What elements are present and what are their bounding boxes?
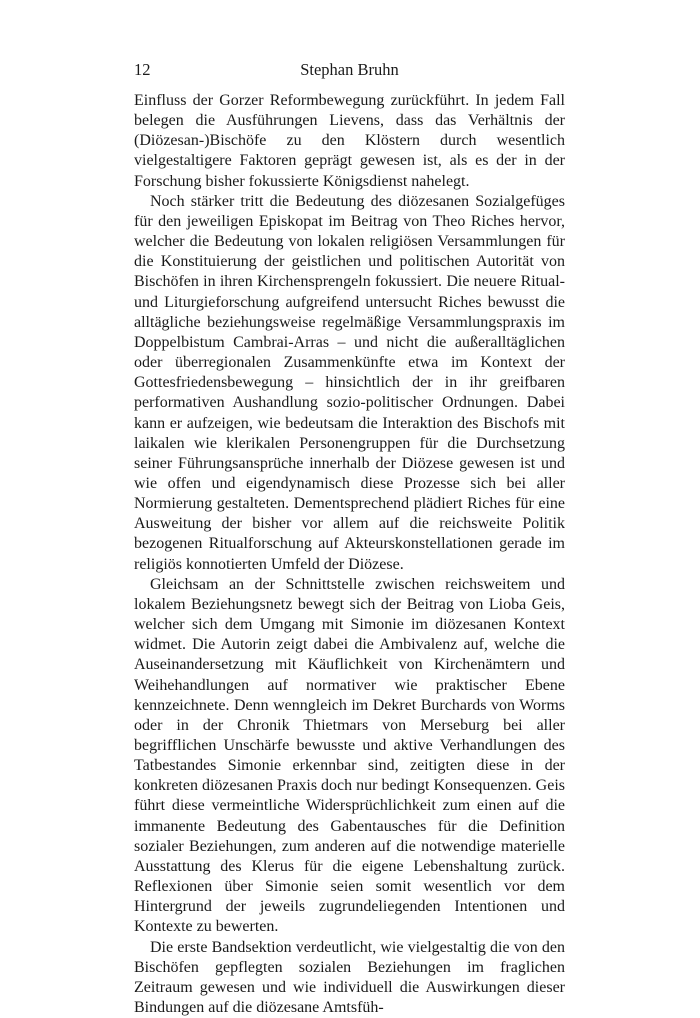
paragraph-continued: Einfluss der Gorzer Reformbewegung zurückführt. In jedem Fall belegen die Ausführungen Lievens, dass das Verhältnis der (Diözesan-)Bischöfe zu den Klöstern durch wesentlich vielgestaltigere Faktoren geprägt gewesen ist, als es der in der Forschung bisher fokussierte Königsdienst nahelegt.	[134, 92, 565, 190]
running-head	[134, 60, 565, 82]
paragraph-section-summary: Die erste Bandsektion verdeutlicht, wie vielgestaltig die von den Bischöfen gepflegten sozialen Beziehungen im fraglichen Zeitraum gewesen und wie individuell die Auswirkungen dieser Bindungen auf die diözesane Amtsfüh-	[134, 938, 565, 1017]
running-title: Stephan Bruhn	[300, 60, 399, 79]
page-number: 12	[134, 60, 151, 79]
paragraph-geis: Gleichsam an der Schnittstelle zwischen reichsweitem und lokalem Beziehungsnetz bewegt sich der Beitrag von Lioba Geis, welcher sich dem Umgang mit Simonie im diözesanen Kontext widmet. Die Autorin zeigt dabei die Ambivalenz auf, welche die Auseinandersetzung mit Käuflichkeit von Kirchenämtern und Weihehandlungen auf normativer wie praktischer Ebene kennzeichnete. Denn wenngleich im Dekret Burchards von Worms oder in der Chronik Thietmars von Merseburg bei aller begrifflichen Unschärfe bewusste und aktive Verhandlungen des Tatbestandes Simonie erkennbar sind, zeitigten diese in der konkreten diözesanen Praxis doch nur bedingt Konsequenzen. Geis führt diese vermeintliche Widersprüchlichkeit zum einen auf die immanente Bedeutung des Gabentausches für die Definition sozialer Beziehungen, zum anderen auf die notwendige materielle Ausstattung des Klerus für die eigene Lebenshaltung zurück. Reflexionen über Simonie seien somit wesentlich vor dem Hintergrund der jeweils zugrundeliegenden Intentionen und Kontexte zu bewerten.	[134, 575, 565, 936]
paragraph-riches: Noch stärker tritt die Bedeutung des diözesanen Sozialgefüges für den jeweiligen Episkopat im Beitrag von Theo Riches hervor, welcher die Bedeutung von lokalen religiösen Versammlungen für die Konstituierung der geistlichen und politischen Autorität von Bischöfen in ihren Kirchensprengeln fokussiert. Die neuere Ritual- und Liturgieforschung aufgreifend untersucht Riches bewusst die alltägliche beziehungsweise regelmäßige Versammlungspraxis im Doppelbistum Cambrai-Arras – und nicht die außeralltäglichen oder überregionalen Zusammenkünfte etwa im Kontext der Gottesfriedensbewegung – hinsichtlich der in ihr greifbaren performativen Aushandlung sozio-politischer Ordnungen. Dabei kann er aufzeigen, wie bedeutsam die Interaktion des Bischofs mit laikalen wie klerikalen Personengruppen für die Durchsetzung seiner Führungsansprüche innerhalb der Diözese gewesen ist und wie offen und eigendynamisch diese Prozesse sich bei aller Normierung gestalteten. Dementsprechend plädiert Riches für eine Ausweitung der bisher vor allem auf die reichsweite Politik bezogenen Ritualforschung auf Akteurskonstellationen gerade im religiös konnotierten Umfeld der Diözese.	[134, 192, 565, 573]
body-text	[134, 91, 565, 1018]
